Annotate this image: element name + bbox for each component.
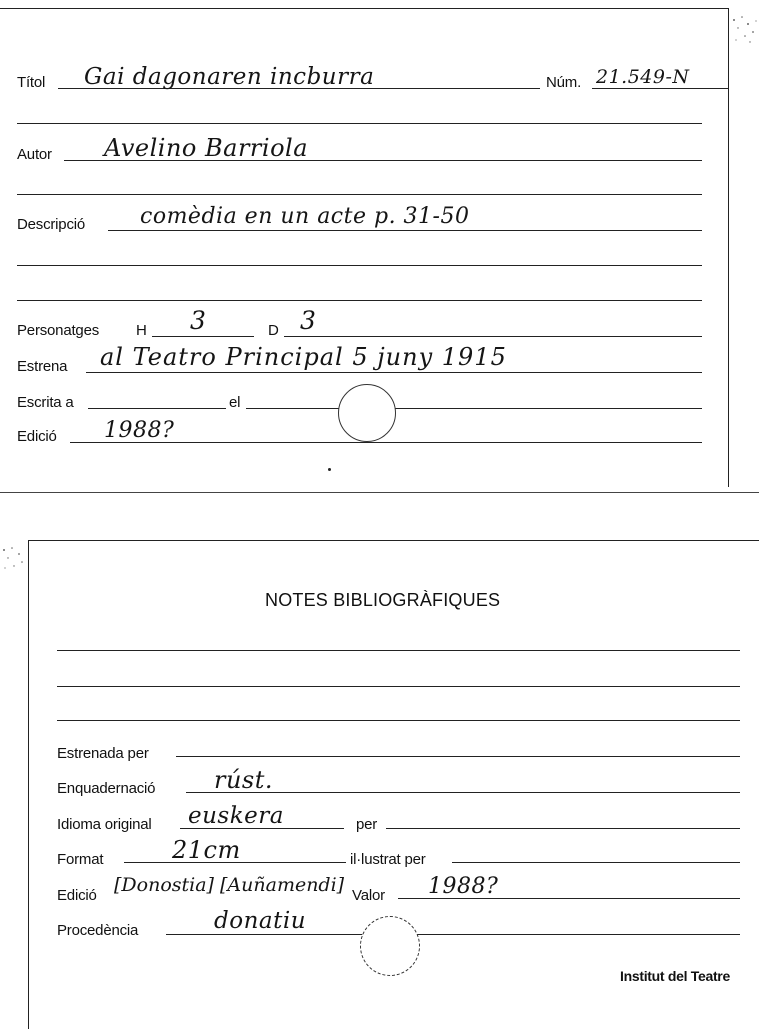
per-line [386,828,740,829]
d-line [284,336,702,337]
blank-line [57,686,740,687]
format-label: Format [57,851,104,868]
h-line [152,336,254,337]
d-label: D [268,322,279,339]
blank-line [57,720,740,721]
illustrat-label: il·lustrat per [350,851,426,868]
illustrat-line [452,862,740,863]
edicio-back-value: [Donostia] [Auñamendi] [114,874,345,896]
blank-line [17,194,702,195]
estrenada-label: Estrenada per [57,745,149,762]
valor-label: Valor [352,887,385,904]
num-value: 21.549-N [596,66,690,88]
notes-heading: NOTES BIBLIOGRÀFIQUES [265,590,501,610]
edicio-label: Edició [17,428,57,445]
paper-speckle [728,12,759,52]
idioma-label: Idioma original [57,816,152,833]
titol-label: Títol [17,74,46,91]
estrena-value: al Teatro Principal 5 juny 1915 [100,343,507,371]
escrita-label: Escrita a [17,394,74,411]
valor-value: 1988? [428,874,499,899]
enquadernacio-label: Enquadernació [57,780,156,797]
num-label: Núm. [546,74,582,91]
h-label: H [136,322,147,339]
el-label: el [229,394,241,411]
h-value: 3 [190,306,207,335]
blank-line [17,265,702,266]
descripcio-line [108,230,702,231]
idioma-value: euskera [188,803,284,829]
card-divider [0,492,759,493]
estrena-label: Estrena [17,358,68,375]
procedencia-label: Procedència [57,922,139,939]
descripcio-value: comèdia en un acte p. 31-50 [140,204,470,229]
edicio-back-label: Edició [57,887,97,904]
format-value: 21cm [172,836,241,864]
blank-line [17,300,702,301]
autor-label: Autor [17,146,52,163]
d-value: 3 [300,306,317,335]
el-line [246,408,702,409]
personatges-label: Personatges [17,322,100,339]
paper-speckle [0,544,28,574]
titol-value: Gai dagonaren incburra [84,64,375,90]
procedencia-line [166,934,740,935]
edicio-value: 1988? [104,418,175,443]
per-label: per [356,816,378,833]
blank-line [57,650,740,651]
num-line [592,88,728,89]
estrena-line [86,372,702,373]
enquadernacio-value: rúst. [214,766,274,794]
blank-line [17,123,702,124]
descripcio-label: Descripció [17,216,86,233]
punch-hole [338,384,396,442]
escrita-line [88,408,226,409]
autor-value: Avelino Barriola [104,134,309,162]
institution-name: Institut del Teatre [620,968,730,984]
procedencia-value: donatiu [214,908,307,934]
estrenada-line [176,756,740,757]
ink-dot [328,468,331,471]
punch-hole [360,916,420,976]
